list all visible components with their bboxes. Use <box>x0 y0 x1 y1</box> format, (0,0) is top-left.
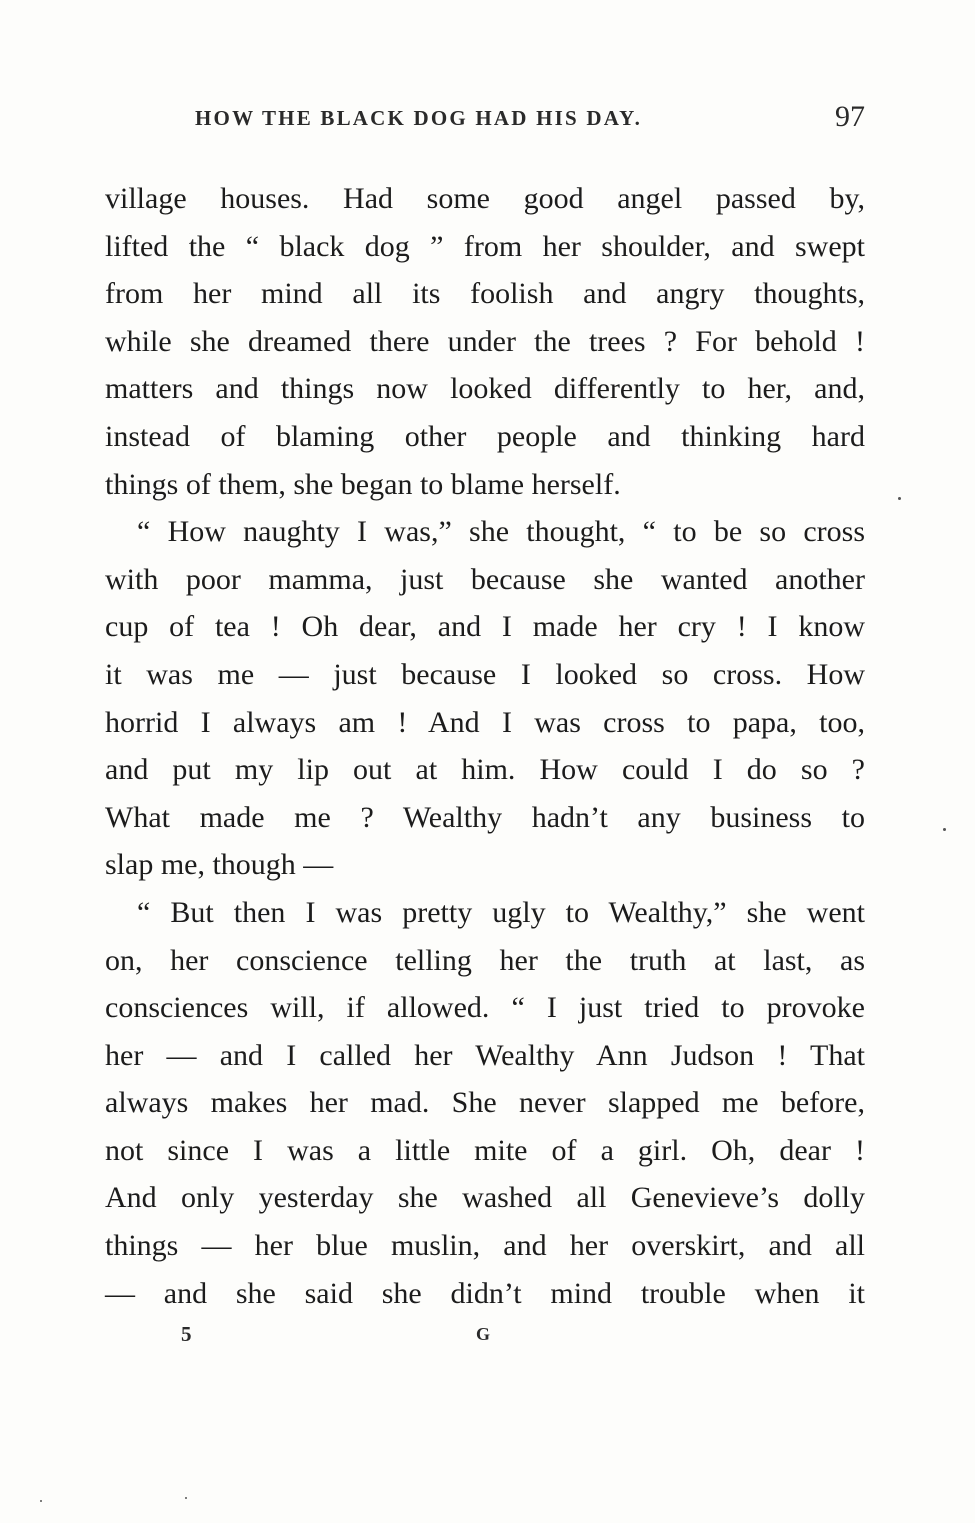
text-line: while she dreamed there under the trees ? For behold ! <box>105 324 865 358</box>
text-line: lifted the “ black dog ” from her shoulder, and swept <box>105 229 865 263</box>
body-text <box>105 175 865 1317</box>
text-line: instead of blaming other people and thinking hard <box>105 419 865 453</box>
text-line: slap me, though — <box>105 848 334 882</box>
text-line: And only yesterday she washed all Genevieve’s dolly <box>105 1181 865 1215</box>
signature-mark: 5 <box>181 1322 192 1346</box>
paper-speck <box>898 497 901 500</box>
text-line: What made me ? Wealthy hadn’t any business to <box>105 800 865 834</box>
text-line: things of them, she began to blame herself. <box>105 467 621 501</box>
paper-speck <box>943 828 946 831</box>
text-line: always makes her mad. She never slapped me before, <box>105 1086 865 1120</box>
sheet-mark: G <box>476 1324 491 1344</box>
text-line: matters and things now looked differently to her, and, <box>105 372 865 406</box>
text-line: things — her blue muslin, and her overskirt, and all <box>105 1229 865 1263</box>
paragraph-start-line: “ How naughty I was,” she thought, “ to be so cross <box>137 515 865 549</box>
text-line: not since I was a little mite of a girl. Oh, dear ! <box>105 1133 865 1167</box>
text-line: — and she said she didn’t mind trouble when it <box>105 1276 865 1310</box>
running-header <box>195 100 865 140</box>
paragraph-start-line: “ But then I was pretty ugly to Wealthy,” she went <box>137 895 865 929</box>
page-footer <box>0 1322 975 1362</box>
text-line: with poor mamma, just because she wanted another <box>105 562 865 596</box>
text-line: horrid I always am ! And I was cross to papa, too, <box>105 705 865 739</box>
text-line: and put my lip out at him. How could I do so ? <box>105 753 865 787</box>
text-line: cup of tea ! Oh dear, and I made her cry ! I know <box>105 610 865 644</box>
text-line: on, her conscience telling her the truth at last, as <box>105 943 865 977</box>
running-title: HOW THE BLACK DOG HAD HIS DAY. <box>195 106 643 130</box>
text-line: it was me — just because I looked so cross. How <box>105 657 865 691</box>
paper-speck <box>185 1497 187 1499</box>
text-line: her — and I called her Wealthy Ann Judson ! That <box>105 1038 865 1072</box>
text-line: village houses. Had some good angel passed by, <box>105 182 865 215</box>
paper-speck <box>40 1500 42 1502</box>
page-number: 97 <box>835 100 865 133</box>
text-line: consciences will, if allowed. “ I just tried to provoke <box>105 991 865 1025</box>
text-line: from her mind all its foolish and angry thoughts, <box>105 277 865 311</box>
